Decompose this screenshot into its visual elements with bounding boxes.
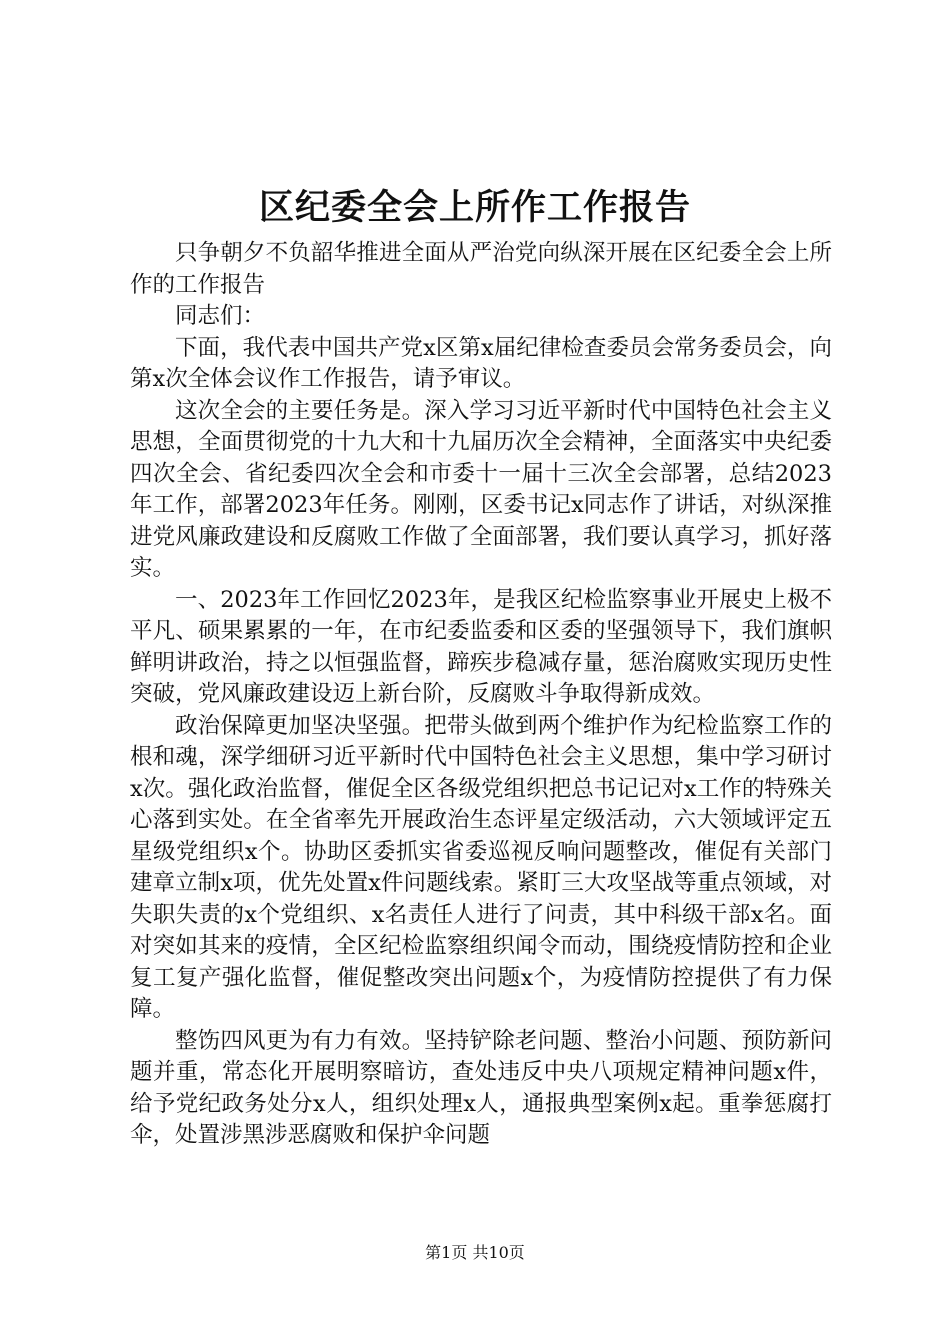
paragraph-salutation: 同志们： <box>175 303 266 329</box>
document-title: 区纪委全会上所作工作报告 <box>258 187 691 228</box>
paragraph-subtitle: 只争朝夕不负韶华推进全面从严治党向纵深开展在区纪委全会上所作的工作报告 <box>130 240 832 298</box>
paragraph-political-guarantee: 政治保障更加坚决坚强。把带头做到两个维护作为纪检监察工作的根和魂，深学细研习近平新时代中国特色社会主义思想，集中学习研讨x次。强化政治监督，催促全区各级党组织把总书记记对x工作的特殊关心落到实处。在全省率先开展政治生态评星定级活动，六大领域评定五星级党组织x个。协助区委抓实省委巡视反响问题整改，催促有关部门建章立制x项，优先处置x件问题线索。紧盯三大攻坚战等重点领域，对失职失责的x个党组织、x名责任人进行了问责，其中科级干部x名。面对突如其来的疫情，全区纪检监察组织闻令而动，围绕疫情防控和企业复工复产强化监督，催促整改突出问题x个，为疫情防控提供了有力保障。 <box>130 712 832 1022</box>
page-number-footer: 第1页 共10页 <box>425 1243 525 1262</box>
paragraph-four-styles: 整饬四风更为有力有效。坚持铲除老问题、整治小问题、预防新问题并重，常态化开展明察暗访，查处违反中央八项规定精神问题x件，给予党纪政务处分x人，组织处理x人，通报典型案例x起。重拳惩腐打伞，处置涉黑涉恶腐败和保护伞问题 <box>130 1027 832 1148</box>
paragraph-review: 一、2023年工作回忆2023年，是我区纪检监察事业开展史上极不平凡、硕果累累的一年，在市纪委监委和区委的坚强领导下，我们旗帜鲜明讲政治，持之以恒强监督，蹄疾步稳减存量，惩治腐败实现历史性突破，党风廉政建设迈上新台阶，反腐败斗争取得新成效。 <box>130 586 832 707</box>
paragraph-intro: 下面，我代表中国共产党x区第x届纪律检查委员会常务委员会，向第x次全体会议作工作报告，请予审议。 <box>130 334 832 392</box>
paragraph-main-tasks: 这次全会的主要任务是。深入学习习近平新时代中国特色社会主义思想，全面贯彻党的十九大和十九届历次全会精神，全面落实中央纪委四次全会、省纪委四次全会和市委十一届十三次全会部署，总结2023年工作，部署2023年任务。刚刚，区委书记x同志作了讲话，对纵深推进党风廉政建设和反腐败工作做了全面部署，我们要认真学习，抓好落实。 <box>130 397 832 581</box>
document-body <box>130 238 832 1152</box>
